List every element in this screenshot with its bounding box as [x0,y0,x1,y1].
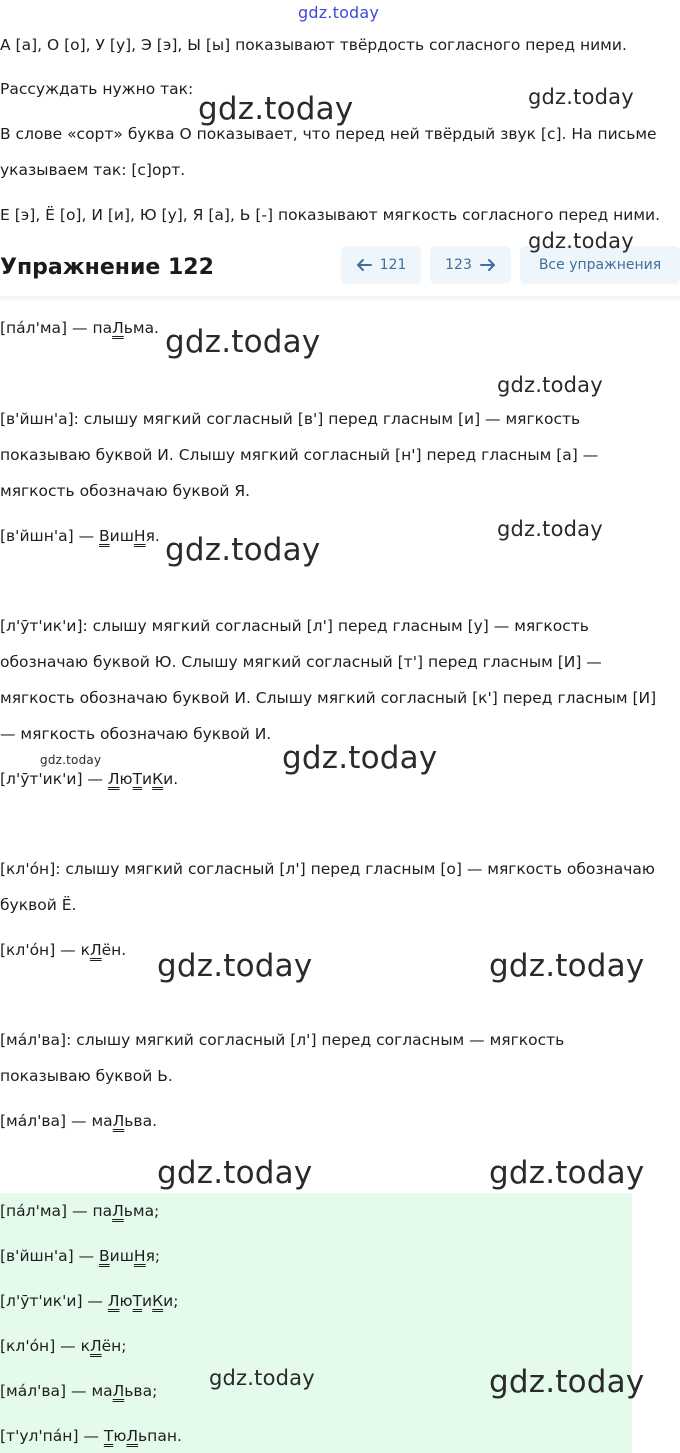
text: [па́л'ма] — па [0,319,113,337]
answer-item [0,1202,159,1220]
arrow-left-icon [356,258,372,272]
text: [в'йшн'а] — [0,527,99,545]
watermark: gdz.today [489,1155,645,1191]
watermark: gdz.today [157,948,313,984]
arrow-right-icon [480,258,496,272]
text: ьва. [124,1112,157,1130]
answer-line [0,1112,157,1130]
explanation-line: мягкость обозначаю буквой И. Слышу мягкий согласный [к'] перед гласным [И] [0,689,657,707]
marked-letter: К [152,770,164,788]
explanation-line: [ма́л'ва]: слышу мягкий согласный [л'] перед согласным — мягкость [0,1031,565,1049]
marked-letter: Л [89,941,102,959]
text: [па́л'ма] — па [0,1202,113,1220]
all-exercises-label: Все упражнения [538,257,662,273]
intro-line: В слове «сорт» буква О показывает, что перед ней твёрдый звук [с]. На письме [0,125,657,143]
marked-letter: Л [126,1427,139,1445]
marked-letter: Л [89,1337,102,1355]
watermark: gdz.today [497,517,603,541]
marked-letter: Н [133,527,146,545]
marked-letter: В [99,1247,110,1265]
marked-letter: Л [112,1202,124,1220]
marked-letter: Т [132,770,143,788]
explanation-line: [кл'о́н]: слышу мягкий согласный [л'] перед гласным [о] — мягкость обозначаю [0,860,655,878]
watermark: gdz.today [209,1366,315,1390]
header-divider [0,296,680,302]
watermark: gdz.today [40,753,102,767]
text: ю [119,1292,133,1310]
intro-line: Рассуждать нужно так: [0,80,194,98]
text: ён. [101,941,127,959]
watermark: gdz.today [282,740,438,776]
prev-exercise-label: 121 [379,257,407,273]
prev-exercise-button[interactable] [341,246,421,284]
marked-letter: Л [112,1112,125,1130]
exercise-title: Упражнение 122 [0,255,214,280]
answer-item [0,1427,182,1445]
text: иш [109,1247,134,1265]
answer-item [0,1292,178,1310]
text: я. [145,527,160,545]
text: ьма. [123,319,159,337]
explanation-line: мягкость обозначаю буквой Я. [0,482,251,500]
marked-letter: Н [133,1247,146,1265]
marked-letter: К [152,1292,164,1310]
text: ьпан. [138,1427,182,1445]
text: ю [119,770,133,788]
intro-line: указываем так: [с]орт. [0,161,186,179]
text: и. [163,770,179,788]
next-exercise-label: 123 [445,257,472,273]
watermark: gdz.today [165,532,321,568]
marked-letter: Т [132,1292,143,1310]
text: иш [109,527,134,545]
answer-item [0,1337,127,1355]
explanation-line: буквой Ё. [0,896,77,914]
explanation-line: показываю буквой Ь. [0,1067,173,1085]
explanation-line: [в'йшн'а]: слышу мягкий согласный [в'] перед гласным [и] — мягкость [0,410,581,428]
next-exercise-button[interactable] [430,246,511,284]
watermark: gdz.today [489,948,645,984]
marked-letter: Л [112,319,124,337]
header-watermark: gdz.today [298,3,380,22]
text: ён; [101,1337,127,1355]
answer-block [0,1193,632,1453]
text: и [142,1292,153,1310]
text: я; [145,1247,161,1265]
answer-item [0,1382,157,1400]
text: [кл'о́н] — к [0,1337,90,1355]
answer-line [0,770,178,788]
watermark: gdz.today [198,91,354,127]
text: ьма; [123,1202,160,1220]
watermark: gdz.today [528,85,634,109]
intro-line: А [а], О [о], У [у], Э [э], Ы [ы] показывают твёрдость согласного перед ними. [0,36,627,54]
answer-item [0,1247,160,1265]
text: и [142,770,153,788]
marked-letter: Л [107,770,120,788]
text: [л'ӯт'ик'и] — [0,770,108,788]
text: [кл'о́н] — к [0,941,90,959]
text: и; [163,1292,179,1310]
explanation-line: [л'ӯт'ик'и]: слышу мягкий согласный [л'] перед гласным [у] — мягкость [0,617,589,635]
explanation-line: — мягкость обозначаю буквой И. [0,725,272,743]
watermark: gdz.today [528,229,634,253]
text: ю [113,1427,127,1445]
marked-letter: Л [107,1292,120,1310]
answer-line [0,319,159,337]
answer-line [0,941,126,959]
answer-line [0,527,160,545]
text: [ма́л'ва] — ма [0,1382,113,1400]
marked-letter: Т [103,1427,114,1445]
intro-line: Е [э], Ё [о], И [и], Ю [у], Я [а], Ь [-] показывают мягкость согласного перед ними. [0,206,661,224]
explanation-line: показываю буквой И. Слышу мягкий согласный [н'] перед гласным [а] — [0,446,599,464]
text: [л'ӯт'ик'и] — [0,1292,108,1310]
watermark: gdz.today [497,373,603,397]
watermark: gdz.today [489,1364,645,1400]
marked-letter: В [99,527,110,545]
marked-letter: Л [112,1382,125,1400]
text: [в'йшн'а] — [0,1247,99,1265]
watermark: gdz.today [165,324,321,360]
explanation-line: обозначаю буквой Ю. Слышу мягкий согласный [т'] перед гласным [И] — [0,653,602,671]
text: [т'ул'па́н] — [0,1427,104,1445]
watermark: gdz.today [157,1155,313,1191]
text: ьва; [124,1382,158,1400]
text: [ма́л'ва] — ма [0,1112,113,1130]
